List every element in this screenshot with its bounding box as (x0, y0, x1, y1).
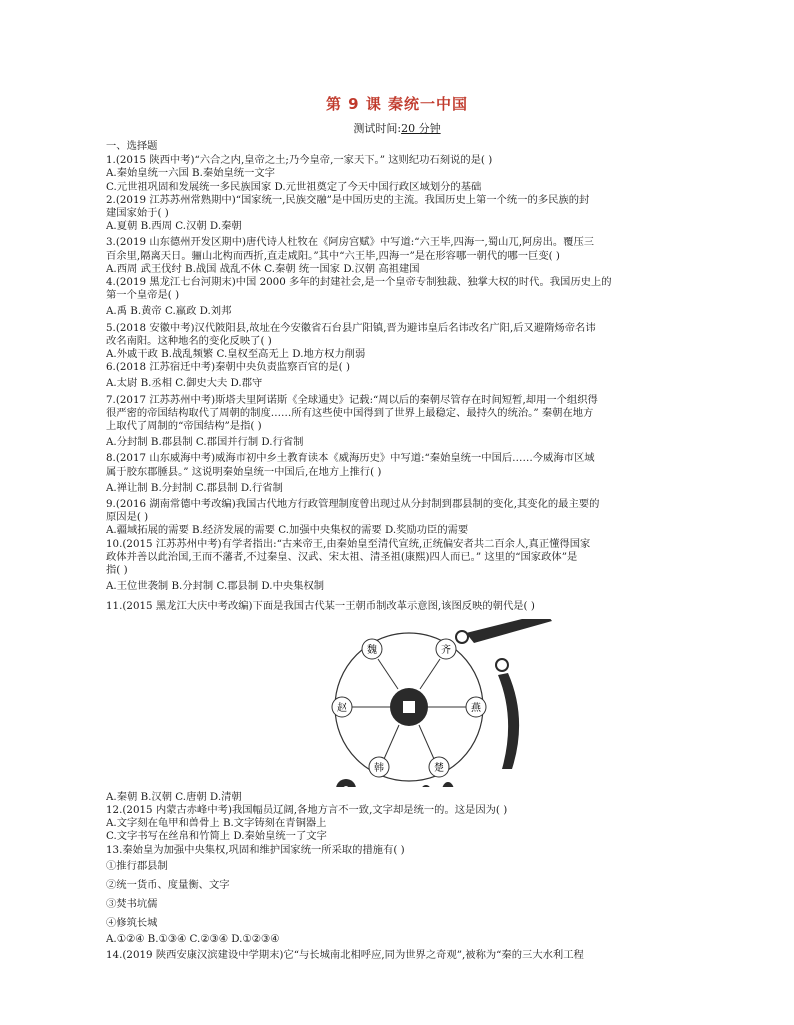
coin-square-hole (403, 701, 415, 713)
statement-item: ②统一货币、度量衡、文字 (106, 878, 230, 891)
question-stem: 改名南阳。这种地名的变化反映了( ) (106, 334, 272, 347)
question-6 (106, 361, 706, 390)
question-13 (106, 844, 706, 946)
question-options: A.外戚干政 B.战乱频繁 C.皇权至高无上 D.地方权力削弱 (106, 348, 366, 361)
ant-nose-coin-icon (420, 782, 454, 787)
question-options: A.太尉 B.丞相 C.御史大夫 D.郡守 (106, 377, 263, 390)
test-time-value: 20 分钟 (401, 122, 441, 135)
coin-reform-svg (316, 619, 736, 787)
question-stem: 11.(2015 黑龙江大庆中考改编)下面是我国古代某一王朝币制改革示意图,该图反映的朝代是( ) (106, 599, 535, 612)
question-8 (106, 452, 706, 495)
question-stem: 1.(2015 陕西中考)“六合之内,皇帝之土;乃今皇帝,一家天下。” 这则纪功石刻说的是( ) (106, 154, 493, 167)
knife-coin-icon (456, 619, 552, 643)
question-options: A.禹 B.黄帝 C.嬴政 D.刘邦 (106, 305, 232, 318)
page-title: 第 9 课 秦统一中国 (325, 95, 469, 113)
question-4 (106, 276, 706, 319)
question-options: A.禅让制 B.分封制 C.郡县制 D.行省制 (106, 481, 283, 494)
question-stem: 4.(2019 黑龙江七台河期末)中国 2000 多年的封建社会,是一个皇帝专制独裁、独掌大权的时代。我国历史上的 (106, 276, 612, 289)
question-1 (106, 154, 706, 194)
question-stem: 2.(2019 江苏苏州常熟期中)“国家统一,民族交融”是中国历史的主流。我国历史上第一个统一的多民族的封 (106, 193, 590, 206)
question-stem: 上取代了周制的“帝国结构”是指( ) (106, 420, 262, 433)
question-options: A.秦朝 B.汉朝 C.唐朝 D.清朝 (106, 790, 242, 803)
question-2 (106, 194, 706, 234)
question-options: C.文字书写在丝帛和竹简上 D.秦始皇统一了文字 (106, 830, 327, 843)
statement-item: ①推行郡县制 (106, 859, 168, 872)
question-options: A.秦始皇统一六国 B.秦始皇统一文字 (106, 167, 275, 180)
question-11 (106, 600, 706, 804)
question-stem: 7.(2017 江苏苏州中考)斯塔夫里阿诺斯《全球通史》记载:“周以后的秦朝尽管存在时间短暂,却用一个组织得 (106, 393, 598, 406)
state-label: 魏 (367, 644, 377, 656)
state-label: 赵 (337, 702, 347, 714)
question-9 (106, 498, 706, 538)
question-5 (106, 322, 706, 362)
question-stem: 原因是( ) (106, 511, 149, 524)
question-options: A.文字刻在龟甲和兽骨上 B.文字铸刻在青铜器上 (106, 817, 327, 830)
question-content (106, 140, 706, 962)
round-hole-coin-icon (336, 779, 356, 787)
statement-item: ④修筑长城 (106, 916, 158, 929)
question-stem: 政体并善以此治国,王而不藩者,不过秦皇、汉武、宋太祖、清圣祖(康熙)四人而已。” 这里的“国家政体”是 (106, 550, 578, 563)
question-7 (106, 394, 706, 450)
question-stem: 14.(2019 陕西安康汉滨建设中学期末)它“与长城南北相呼应,同为世界之奇观”,被称为“秦的三大水利工程 (106, 948, 584, 961)
test-time (0, 120, 794, 136)
question-stem: 属于胶东郡腄县。” 这说明秦始皇统一中国后,在地方上推行( ) (106, 465, 382, 478)
question-stem: 8.(2017 山东威海中考)威海市初中乡土教育读本《威海历史》中写道:“秦始皇统一中国后……今威海市区域 (106, 452, 595, 465)
question-stem: 5.(2018 安徽中考)汉代陂阳县,故址在今安徽省石台县广阳镇,晋为避讳皇后名讳改名广阳,后又避隋炀帝名讳 (106, 321, 596, 334)
question-stem: 3.(2019 山东德州开发区期中)唐代诗人杜牧在《阿房宫赋》中写道:“六王毕,四海一,蜀山兀,阿房出。覆压三 (106, 236, 595, 249)
question-stem: 13.秦始皇为加强中央集权,巩固和维护国家统一所采取的措施有( ) (106, 843, 405, 856)
curved-knife-coin-icon (496, 659, 519, 769)
state-label: 楚 (434, 762, 444, 774)
question-14 (106, 949, 706, 962)
question-stem: 指( ) (106, 564, 128, 577)
state-label: 韩 (374, 762, 384, 774)
question-stem: 6.(2018 江苏宿迁中考)秦朝中央负责监察百官的是( ) (106, 361, 350, 374)
question-options: A.夏朝 B.西周 C.汉朝 D.秦朝 (106, 220, 242, 233)
state-label: 齐 (441, 644, 451, 656)
question-stem: 建国家始于( ) (106, 207, 169, 220)
question-3 (106, 236, 706, 276)
section-heading: 一、选择题 (106, 140, 158, 152)
statement-item: ③焚书坑儒 (106, 897, 158, 910)
question-12 (106, 804, 706, 844)
question-stem: 百余里,隔离天日。骊山北构而西折,直走咸阳。”其中“六王毕,四海一”是在形容哪一朝代的哪一巨变( ) (106, 249, 560, 262)
question-stem: 很严密的帝国结构取代了周朝的制度……所有这些使中国得到了世界上最稳定、最持久的统治。” 秦朝在地方 (106, 406, 594, 419)
question-stem: 10.(2015 江苏苏州中考)有学者指出:“古来帝王,由秦始皇至清代宣统,正统偏安者共二百余人,真正懂得国家 (106, 537, 591, 550)
question-10 (106, 538, 706, 594)
question-options: C.元世祖巩固和发展统一多民族国家 D.元世祖奠定了今天中国行政区域划分的基础 (106, 180, 482, 193)
test-time-label: 测试时间: (353, 122, 402, 135)
question-stem: 9.(2016 湖南常德中考改编)我国古代地方行政管理制度曾出现过从分封制到郡县制的变化,其变化的最主要的 (106, 498, 600, 511)
question-options: A.①②④ B.①③④ C.②③④ D.①②③④ (106, 932, 280, 945)
question-options: A.分封制 B.郡县制 C.郡国并行制 D.行省制 (106, 436, 304, 449)
state-label: 燕 (471, 702, 481, 714)
question-stem: 第一个皇帝是( ) (106, 289, 180, 302)
question-options: A.王位世袭制 B.分封制 C.郡县制 D.中央集权制 (106, 580, 325, 593)
question-options: A.疆域拓展的需要 B.经济发展的需要 C.加强中央集权的需要 D.奖励功臣的需要 (106, 524, 469, 537)
coin-reform-diagram (316, 619, 736, 787)
question-stem: 12.(2015 内蒙古赤峰中考)我国幅员辽阔,各地方言不一致,文字却是统一的。这是因为( ) (106, 803, 508, 816)
statement-list (106, 857, 706, 933)
question-options: A.西周 武王伐纣 B.战国 战乱不休 C.秦朝 统一国家 D.汉朝 高祖建国 (106, 262, 420, 275)
